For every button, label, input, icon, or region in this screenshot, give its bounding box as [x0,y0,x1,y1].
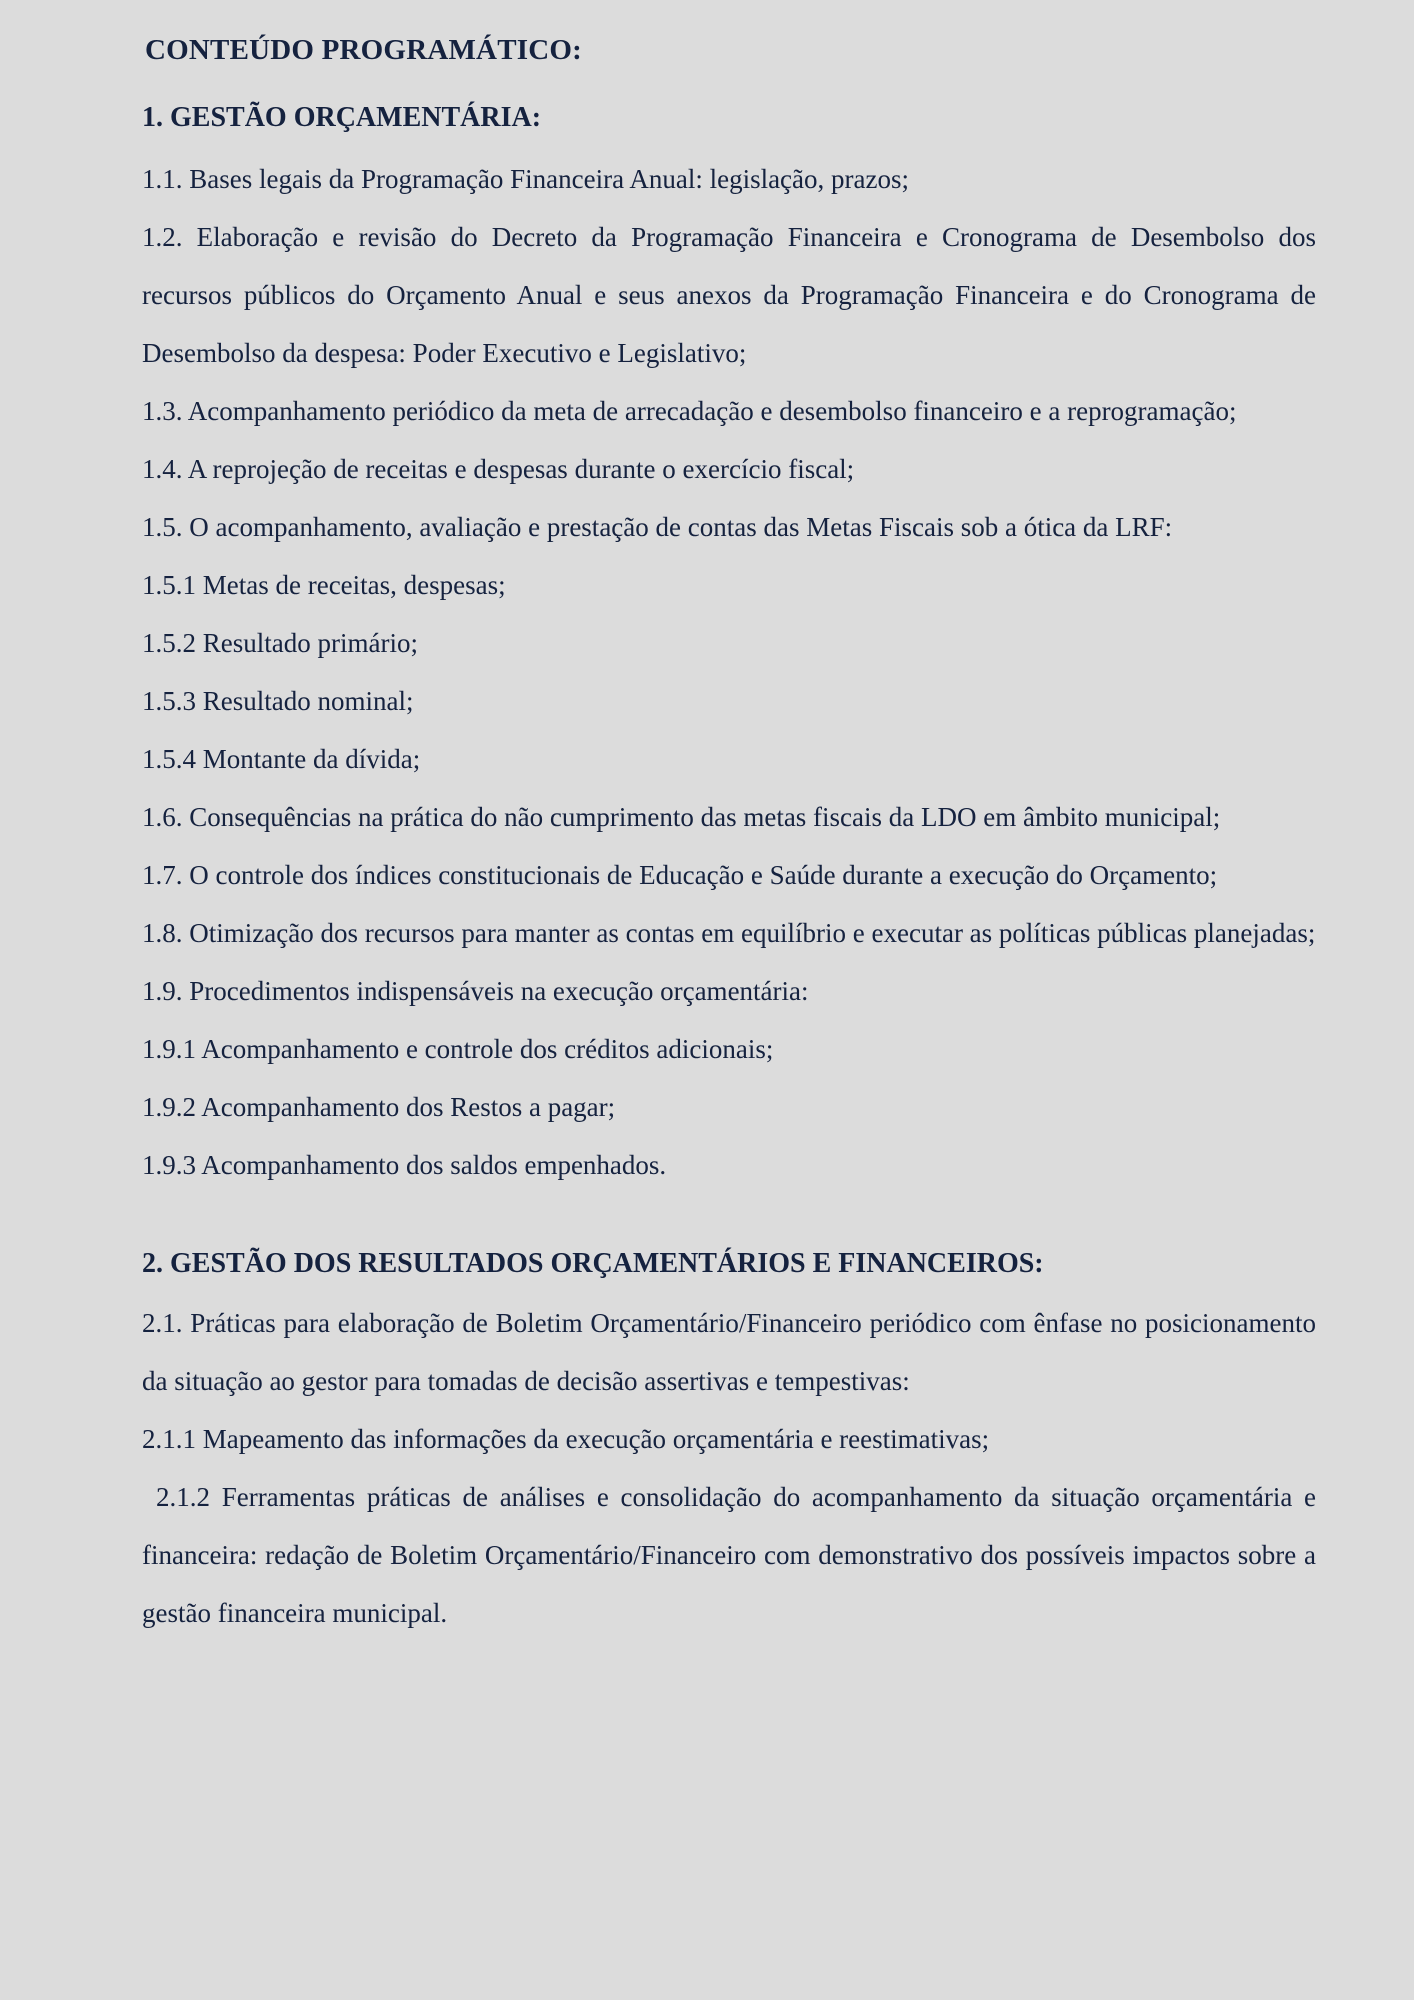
list-item: 1.9.2 Acompanhamento dos Restos a pagar; [142,1092,616,1122]
list-item: 2.1. Práticas para elaboração de Boletim Orçamentário/Financeiro periódico com ênfase no posicionamento da situação ao gestor para tomadas de decisão assertivas e tempestivas: [142,1308,1316,1396]
list-item: 1.9.3 Acompanhamento dos saldos empenhados. [142,1150,667,1180]
list-item: 2.1.2 Ferramentas práticas de análises e consolidação do acompanhamento da situação orçamentária e financeira: redação de Boletim Orçamentário/Financeiro com demonstrativo dos possíveis impactos sobre a gestão financeira municipal. [142,1482,1316,1628]
list-item: 1.5.1 Metas de receitas, despesas; [142,570,506,600]
list-item: 1.7. O controle dos índices constitucionais de Educação e Saúde durante a execução do Orçamento; [142,860,1218,890]
section-gestao-resultados [142,1244,1316,1642]
list-item: 2.1.1 Mapeamento das informações da execução orçamentária e reestimativas; [142,1424,990,1454]
section-heading: 2. GESTÃO DOS RESULTADOS ORÇAMENTÁRIOS E FINANCEIROS: [142,1248,1044,1279]
list-item: 1.2. Elaboração e revisão do Decreto da Programação Financeira e Cronograma de Desembolso dos recursos públicos do Orçamento Anual e seus anexos da Programação Financeira e do Cronograma de Desembolso da despesa: Poder Executivo e Legislativo; [142,222,1316,368]
list-item: 1.5.3 Resultado nominal; [142,686,414,716]
section-gestao-orcamentaria [142,98,1316,1194]
section-heading: 1. GESTÃO ORÇAMENTÁRIA: [142,102,542,133]
list-item: 1.9.1 Acompanhamento e controle dos créditos adicionais; [142,1034,774,1064]
list-item: 1.9. Procedimentos indispensáveis na execução orçamentária: [142,976,809,1006]
list-item: 1.5.4 Montante da dívida; [142,744,421,774]
list-item: 1.5.2 Resultado primário; [142,628,418,658]
document-page [142,24,1316,1642]
document-title: CONTEÚDO PROGRAMÁTICO: [145,34,582,66]
list-item: 1.8. Otimização dos recursos para manter as contas em equilíbrio e executar as políticas públicas planejadas; [142,918,1316,948]
list-item: 1.1. Bases legais da Programação Financeira Anual: legislação, prazos; [142,164,909,194]
list-item: 1.4. A reprojeção de receitas e despesas durante o exercício fiscal; [142,454,855,484]
list-item: 1.5. O acompanhamento, avaliação e prestação de contas das Metas Fiscais sob a ótica da LRF: [142,512,1173,542]
list-item: 1.6. Consequências na prática do não cumprimento das metas fiscais da LDO em âmbito municipal; [142,802,1221,832]
list-item: 1.3. Acompanhamento periódico da meta de arrecadação e desembolso financeiro e a reprogramação; [142,396,1237,426]
